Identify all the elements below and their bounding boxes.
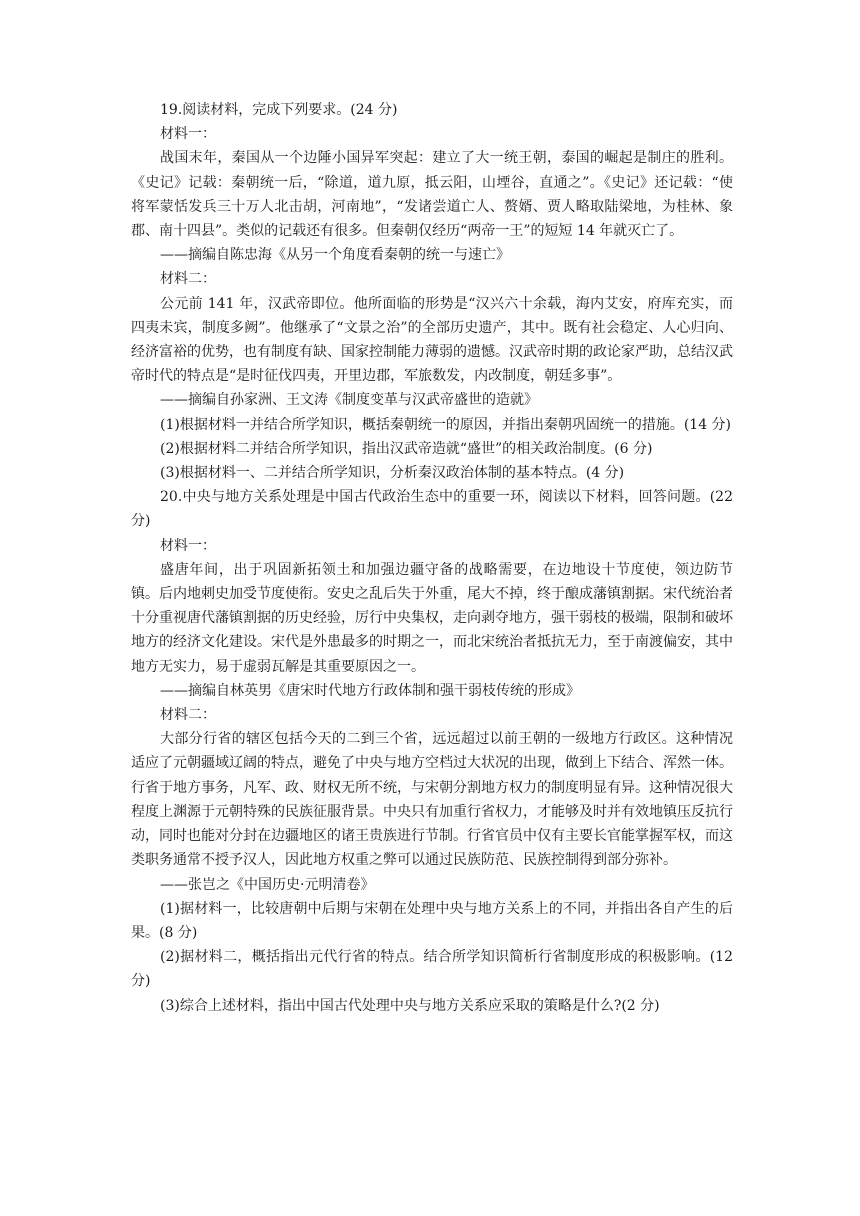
q20-material-2-label: 材料二： xyxy=(160,707,216,724)
q19-material-2-label: 材料二： xyxy=(160,271,216,288)
q19-material-1-text: 战国末年，秦国从一个边陲小国异军突起：建立了大一统王朝，泰国的崛起是制庄的胜利。《史记》记载：秦朝统一后，“除道，道九原，抵云阳，山堙谷，直通之”。《史记》还记载：“使将军蒙恬发兵三十万人北击胡，河南地”，“发诸尝道亡人、赘婿、贾人略取陆梁地，为桂林、象郡、南十四县”。类似的记载还有很多。但秦朝仅经历“两帝一王”的短短 14 年就灭亡了。 xyxy=(131,150,733,240)
q20-subquestion-1: (1)据材料一，比较唐朝中后期与宋朝在处理中央与地方关系上的不同，并指出各自产生的后果。(8 分) xyxy=(131,900,733,941)
q19-material-2-text: 公元前 141 年，汉武帝即位。他所面临的形势是“汉兴六十余载，海内艾安，府库充实，而四夷未宾，制度多阙”。他继承了“文景之治”的全部历史遗产，其中。既有社会稳定、人心归向、经济富裕的优势，也有制度有缺、国家控制能力薄弱的遗憾。汉武帝时期的政论家严助，总结汉武帝时代的特点是“是时征伐四夷，开里边郡，军旅数发，内改制度，朝廷多事”。 xyxy=(131,295,733,385)
q19-material-1-source: ——摘编自陈忠海《从另一个角度看秦朝的统一与速亡》 xyxy=(160,247,510,264)
q19-subquestion-2: (2)根据材料二并结合所学知识，指出汉武帝造就“盛世”的相关政治制度。(6 分) xyxy=(160,440,653,457)
q19-subquestion-3: (3)根据材料一、二并结合所学知识，分析秦汉政治体制的基本特点。(4 分) xyxy=(160,465,625,482)
q20-material-1-text: 盛唐年间，出于巩固新拓领土和加强边疆守备的战略需要，在边地设十节度使，领边防节镇。后内地刺史加受节度使衔。安史之乱后失于外重，尾大不掉，终于酿成藩镇割据。宋代统治者十分重视唐代藩镇割据的历史经验，厉行中央集权，走向剥夺地方，强干弱枝的极端，限制和破坏地方的经济文化建设。宋代是外患最多的时期之一，而北宋统治者抵抗无力，至于南渡偏安，其中地方无实力，易于虚弱瓦解是其重要原因之一。 xyxy=(131,561,733,675)
q20-material-1-source: ——摘编自林英男《唐宋时代地方行政体制和强干弱枝传统的形成》 xyxy=(160,682,580,699)
q20-subquestion-2: (2)据材料二，概括指出元代行省的特点。结合所学知识简析行省制度形成的积极影响。(12 分) xyxy=(131,949,733,990)
q20-subquestion-3: (3)综合上述材料，指出中国古代处理中央与地方关系应采取的策略是什么?(2 分) xyxy=(160,997,660,1014)
question-19-title: 19.阅读材料，完成下列要求。(24 分) xyxy=(160,102,398,118)
q19-subquestion-1: (1)根据材料一并结合所学知识，概括秦朝统一的原因，并指出秦朝巩固统一的措施。(14 分) xyxy=(160,416,732,433)
question-20-title: 20.中央与地方关系处理是中国古代政治生态中的重要一环，阅读以下材料，回答问题。(22 分) xyxy=(131,489,733,530)
q20-material-2-source: ——张岂之《中国历史·元明清卷》 xyxy=(160,876,375,893)
q19-material-2-source: ——摘编自孙家洲、王文涛《制度变革与汉武帝盛世的造就》 xyxy=(160,392,538,409)
q20-material-1-label: 材料一： xyxy=(160,537,216,554)
document-page xyxy=(131,98,733,1018)
q20-material-2-text: 大部分行省的辖区包括今天的二到三个省，远远超过以前王朝的一级地方行政区。这种情况适应了元朝疆域辽阔的特点，避免了中央与地方空档过大状况的出现，做到上下结合、浑然一体。行省于地方事务，凡军、政、财权无所不统，与宋朝分割地方权力的制度明显有异。这种情况很大程度上渊源于元朝特殊的民族征服背景。中央只有加重行省权力，才能够及时并有效地镇压反抗行动，同时也能对分封在边疆地区的诸王贵族进行节制。行省官员中仅有主要长官能掌握军权，而这类职务通常不授予汉人，因此地方权重之弊可以通过民族防范、民族控制得到部分弥补。 xyxy=(131,731,733,869)
q19-material-1-label: 材料一： xyxy=(160,126,216,143)
